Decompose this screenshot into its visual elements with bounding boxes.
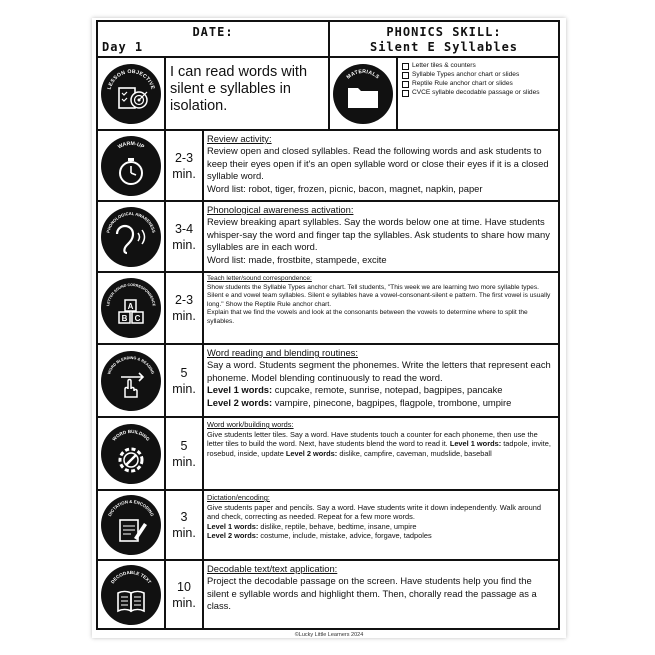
materials-list bbox=[398, 58, 558, 129]
section-description bbox=[204, 273, 558, 343]
abc-blocks-icon bbox=[101, 278, 161, 338]
letter-sound-row bbox=[98, 273, 558, 345]
section-icon-label: LETTER SOUND CORRESPONDENCE bbox=[106, 282, 156, 307]
section-time: 5 min. bbox=[166, 418, 204, 489]
section-body: Review breaking apart syllables. Say the words below one at time. Have students whisper-say the word and finger tap the syllables. Ask students to share how many syllables are in each word. bbox=[207, 216, 550, 253]
level-2-label: Level 2 words: bbox=[207, 396, 273, 408]
notepad-pencil-icon bbox=[101, 495, 161, 555]
section-body: Project the decodable passage on the screen. Have students help you find the silent e syllable words and highlight them. Then, chorally read the passage as a class. bbox=[207, 575, 537, 612]
ear-icon bbox=[101, 207, 161, 267]
phonological-awareness-row bbox=[98, 202, 558, 273]
level-1-label: Level 1 words: bbox=[207, 521, 259, 531]
level-2-words: vampire, pinecone, bagpipes, flagpole, trombone, umpire bbox=[274, 396, 512, 408]
section-title: Dictation/encoding: bbox=[207, 493, 270, 502]
svg-text:DECODABLE TEXT bbox=[110, 569, 152, 584]
section-icon-label: PHONOLOGICAL AWARENESS bbox=[105, 210, 157, 233]
materials-item: Syllable Types anchor chart or slides bbox=[400, 70, 556, 79]
section-body: Give students paper and pencils. Say a word. Have students write it down independently. Walk around and check, correcting as needed. Repeat for a few more words. bbox=[207, 502, 541, 521]
word-building-row bbox=[98, 418, 558, 491]
section-body: Give students letter tiles. Say a word. Have students touch a counter for each phoneme, then use the letter tiles to build the word. Next, have students blend the word to read it. bbox=[207, 429, 538, 448]
section-body: Review open and closed syllables. Read the following words and ask students to keep their eyes open if it's an open syllable word or close their eyes if it is a closed syllable word. bbox=[207, 145, 549, 182]
stopwatch-icon bbox=[101, 136, 161, 196]
section-body: Say a word. Students segment the phonemes. Write the letters that represent each phoneme. Model blending continuously to read the word. bbox=[207, 359, 551, 383]
svg-text:DICTATION & ENCODING bbox=[107, 499, 155, 518]
section-body: Show students the Syllable Types anchor chart. Tell students, "This week we are learning two more syllable types. Silent e and vowel team syllables. Silent e syllables have a vowel-consonant-silent e pattern. The first vowel is usually long." Show the Reptile Rule anchor chart. bbox=[207, 283, 551, 308]
section-icon-label: DECODABLE TEXT bbox=[109, 569, 153, 584]
section-title: Review activity: bbox=[207, 133, 272, 144]
section-title: Word reading and blending routines: bbox=[207, 347, 358, 358]
section-extra: Word list: robot, tiger, frozen, picnic, bacon, magnet, napkin, paper bbox=[207, 182, 483, 194]
materials-icon-cell bbox=[330, 58, 398, 129]
materials-icon-label: MATERIALS bbox=[345, 68, 381, 81]
section-icon-label: WORD BLENDING & READING bbox=[107, 355, 155, 375]
swipe-hand-icon bbox=[101, 351, 161, 411]
section-icon-label: DICTATION & ENCODING bbox=[107, 498, 155, 518]
section-title: Decodable text/text application: bbox=[207, 563, 338, 574]
word-blending-row bbox=[98, 345, 558, 418]
materials-item: Letter tiles & counters bbox=[400, 61, 556, 70]
gear-wrench-icon bbox=[101, 424, 161, 484]
checkbox-icon[interactable] bbox=[402, 63, 409, 70]
section-icon-cell bbox=[98, 345, 166, 416]
folder-icon bbox=[333, 64, 393, 124]
section-extra: Explain that we find the vowels and look at the consonants between the vowels to determine where to split the syllables. bbox=[207, 309, 528, 325]
section-icon-cell bbox=[98, 491, 166, 559]
level-1-label: Level 1 words: bbox=[207, 384, 273, 396]
objective-icon-label: LESSON OBJECTIVE bbox=[106, 68, 156, 90]
section-title: Teach letter/sound correspondence: bbox=[207, 275, 312, 282]
section-icon-label: WARM-UP bbox=[117, 140, 145, 150]
section-icon-cell bbox=[98, 418, 166, 489]
checkbox-icon[interactable] bbox=[402, 72, 409, 79]
svg-text:WORD BUILDING bbox=[111, 428, 151, 441]
svg-text:WORD BLENDING & READING bbox=[107, 355, 155, 374]
svg-text:B: B bbox=[121, 314, 128, 323]
level-2-words: dislike, campfire, caveman, mudslide, baseball bbox=[339, 448, 492, 458]
level-1-label: Level 1 words: bbox=[449, 439, 502, 448]
warm-up-row bbox=[98, 131, 558, 202]
level-2-words: costume, include, mistake, advice, forgave, tadpoles bbox=[260, 531, 432, 540]
checkbox-icon[interactable] bbox=[402, 90, 409, 97]
level-1-words: cupcake, remote, sunrise, notepad, bagpipes, pancake bbox=[274, 384, 503, 396]
date-cell bbox=[98, 22, 330, 58]
objective-row bbox=[98, 58, 558, 131]
level-1-words: dislike, reptile, behave, bedtime, insane, umpire bbox=[260, 521, 417, 531]
svg-text:A: A bbox=[127, 302, 134, 311]
materials-item: Reptile Rule anchor chart or slides bbox=[400, 79, 556, 88]
level-1-words: tadpole, invite, rosebud, inside, update bbox=[207, 439, 551, 458]
section-icon-cell bbox=[98, 561, 166, 628]
section-description bbox=[204, 345, 558, 416]
date-label: DATE: bbox=[192, 25, 234, 39]
objective-icon-cell bbox=[98, 58, 166, 129]
section-title: Word work/building words: bbox=[207, 420, 294, 429]
section-icon-label: WORD BUILDING bbox=[111, 428, 151, 442]
objective-text: I can read words with silent e syllables in isolation. bbox=[166, 58, 330, 129]
section-time: 10 min. bbox=[166, 561, 204, 628]
section-icon-cell bbox=[98, 202, 166, 271]
phonics-skill-value: Silent E Syllables bbox=[369, 40, 519, 54]
section-time: 3-4 min. bbox=[166, 202, 204, 271]
phonics-skill-label: PHONICS SKILL: bbox=[386, 25, 502, 39]
section-time: 2-3 min. bbox=[166, 273, 204, 343]
dictation-row bbox=[98, 491, 558, 561]
day-label: Day 1 bbox=[102, 40, 144, 54]
section-time: 2-3 min. bbox=[166, 131, 204, 200]
section-title: Phonological awareness activation: bbox=[207, 204, 354, 215]
section-icon-cell bbox=[98, 273, 166, 343]
section-description bbox=[204, 491, 558, 559]
level-2-label: Level 2 words: bbox=[207, 531, 259, 540]
decodable-text-row bbox=[98, 561, 558, 628]
materials-item: CVCE syllable decodable passage or slides bbox=[400, 88, 556, 97]
target-checklist-icon bbox=[101, 64, 161, 124]
copyright-footer: ©Lucky Little Learners 2024 bbox=[294, 632, 364, 638]
section-description bbox=[204, 561, 558, 628]
svg-text:WARM-UP bbox=[117, 140, 145, 150]
section-extra: Word list: made, frostbite, stampede, excite bbox=[207, 253, 387, 265]
checkbox-icon[interactable] bbox=[402, 81, 409, 88]
lesson-plan-table bbox=[96, 20, 560, 630]
section-description bbox=[204, 131, 558, 200]
svg-text:C: C bbox=[134, 314, 141, 323]
svg-text:MATERIALS bbox=[346, 68, 381, 80]
open-book-icon bbox=[101, 565, 161, 625]
section-time: 5 min. bbox=[166, 345, 204, 416]
section-description bbox=[204, 418, 558, 489]
section-icon-cell bbox=[98, 131, 166, 200]
section-time: 3 min. bbox=[166, 491, 204, 559]
worksheet-page bbox=[92, 18, 566, 638]
level-2-label: Level 2 words: bbox=[285, 448, 338, 458]
phonics-skill-cell bbox=[330, 22, 558, 58]
section-description bbox=[204, 202, 558, 271]
